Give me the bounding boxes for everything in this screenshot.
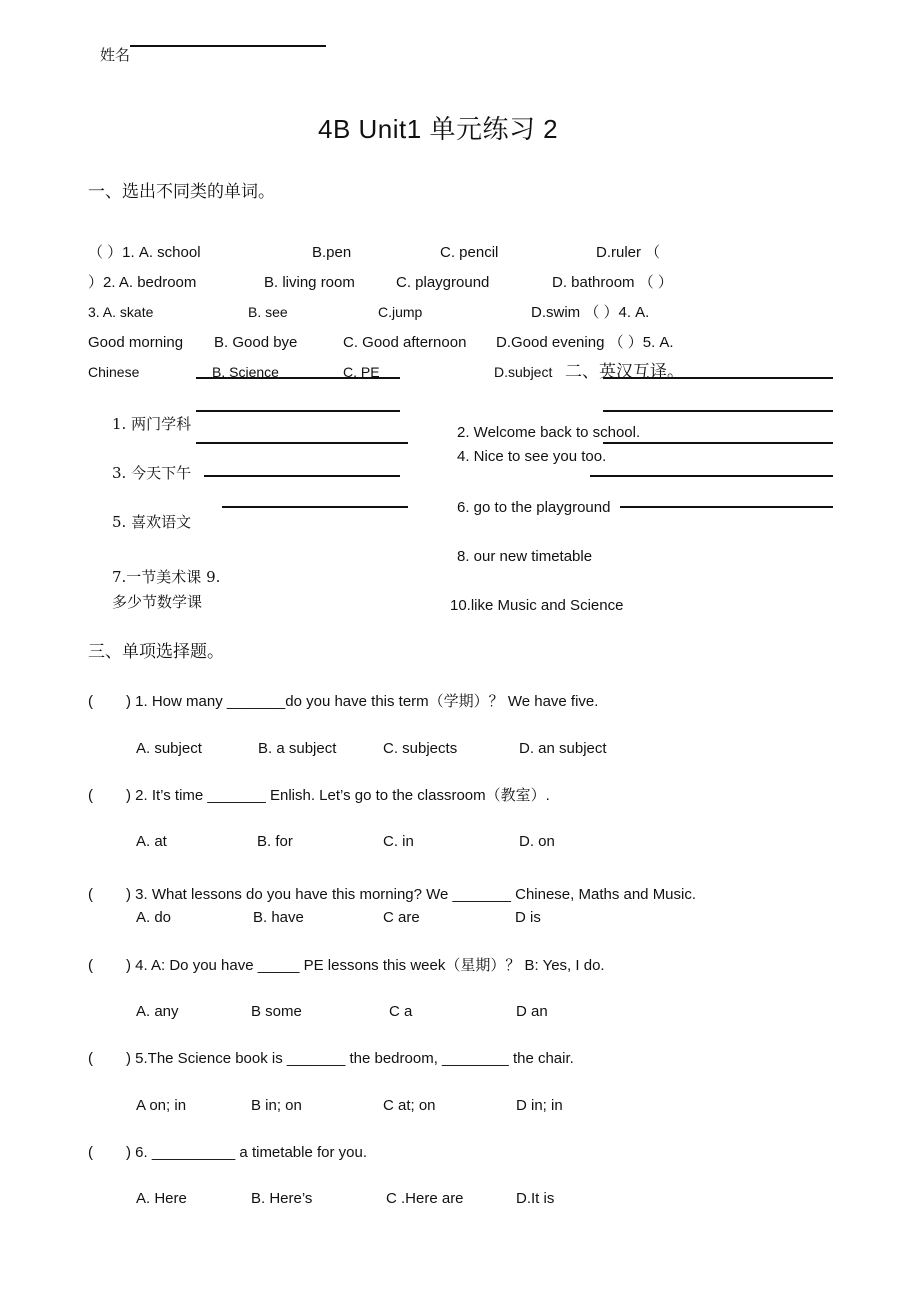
q1-option-a[interactable]: A. subject <box>136 740 202 757</box>
q6-option-a[interactable]: A. Here <box>136 1190 187 1207</box>
s1-l2-d: D. bathroom （ ） <box>552 274 673 291</box>
q2-text: ) 2. It’s time _______ Enlish. Let’s go to the classroom（教室）. <box>126 787 550 804</box>
q5-text: ) 5.The Science book is _______ the bedroom, ________ the chair. <box>126 1050 574 1067</box>
q3-option-d[interactable]: D is <box>515 909 541 926</box>
s1-l3-a: 3. A. skate <box>88 304 154 320</box>
q5-option-a[interactable]: A on; in <box>136 1097 187 1114</box>
answer-blank[interactable] <box>590 475 833 477</box>
answer-blank[interactable] <box>196 410 400 412</box>
q5-option-b[interactable]: B in; on <box>251 1097 302 1114</box>
q1-option-d[interactable]: D. an subject <box>519 740 607 757</box>
page-title: 4B Unit1 单元练习 2 <box>318 114 559 144</box>
s1-l5-d: D.subject <box>494 364 553 380</box>
q4-option-b[interactable]: B some <box>251 1003 302 1020</box>
s2-item-7: 7.一节美术课 9. <box>112 568 221 586</box>
s2-item-9: 多少节数学课 <box>112 593 203 611</box>
s1-l2-a: ）2. A. bedroom <box>88 274 197 291</box>
q2-option-b[interactable]: B. for <box>257 833 293 850</box>
s2-item-8: 8. our new timetable <box>457 548 593 565</box>
s1-l3-d: D.swim （ ）4. A. <box>531 304 650 321</box>
s2-item-10: 10.like Music and Science <box>450 597 624 614</box>
q2-option-c[interactable]: C. in <box>383 833 414 850</box>
answer-blank[interactable] <box>603 442 833 444</box>
q1-option-c[interactable]: C. subjects <box>383 740 458 757</box>
q3-option-c[interactable]: C are <box>383 909 420 926</box>
q4-option-d[interactable]: D an <box>516 1003 548 1020</box>
q6-option-d[interactable]: D.It is <box>516 1190 555 1207</box>
s2-item-6: 6. go to the playground <box>457 499 611 516</box>
q4-option-a[interactable]: A. any <box>136 1003 179 1020</box>
q3-text: ) 3. What lessons do you have this morning? We _______ Chinese, Maths and Music. <box>126 886 697 903</box>
q5-option-c[interactable]: C at; on <box>383 1097 436 1114</box>
q4-option-c[interactable]: C a <box>389 1003 413 1020</box>
q3-option-a[interactable]: A. do <box>136 909 172 926</box>
s1-l1-b: B.pen <box>312 244 352 261</box>
section3-heading: 三、单项选择题。 <box>88 642 224 661</box>
s1-l4-b: B. Good bye <box>214 334 298 351</box>
q5-paren: ( <box>88 1050 93 1067</box>
s1-l3-c: C.jump <box>378 304 423 320</box>
s2-item-1: 1. 两门学科 <box>112 415 192 433</box>
q2-paren: ( <box>88 787 93 804</box>
q3-paren: ( <box>88 886 93 903</box>
answer-blank[interactable] <box>603 410 833 412</box>
section1-heading: 一、选出不同类的单词。 <box>88 182 275 201</box>
q6-paren: ( <box>88 1144 93 1161</box>
s2-item-5: 5. 喜欢语文 <box>112 513 192 531</box>
q3-option-b[interactable]: B. have <box>253 909 304 926</box>
s2-item-2: 2. Welcome back to school. <box>457 424 641 441</box>
q2-option-d[interactable]: D. on <box>519 833 555 850</box>
q4-text: ) 4. A: Do you have _____ PE lessons this week（星期）？ B: Yes, I do. <box>126 957 605 974</box>
s1-l5-c: C. PE <box>343 364 380 380</box>
s1-l4-a: Good morning <box>88 334 184 351</box>
q6-text: ) 6. __________ a timetable for you. <box>126 1144 367 1161</box>
s2-item-4: 4. Nice to see you too. <box>457 448 607 465</box>
answer-blank[interactable] <box>196 442 408 444</box>
s1-l5-a: Chinese <box>88 364 140 380</box>
q1-text: ) 1. How many _______do you have this term（学期）？ We have five. <box>126 693 599 710</box>
answer-blank[interactable] <box>204 475 400 477</box>
s1-l1-a: （ ）1. A. school <box>88 244 201 261</box>
s1-l1-d: D.ruler （ <box>596 244 661 261</box>
answer-blank[interactable] <box>620 506 833 508</box>
answer-blank[interactable] <box>603 377 833 379</box>
q1-paren: ( <box>88 693 93 710</box>
q6-option-c[interactable]: C .Here are <box>386 1190 464 1207</box>
q5-option-d[interactable]: D in; in <box>516 1097 563 1114</box>
name-blank[interactable] <box>130 45 326 47</box>
s1-l4-d: D.Good evening （ ）5. A. <box>496 334 674 351</box>
q1-option-b[interactable]: B. a subject <box>258 740 337 757</box>
answer-blank[interactable] <box>222 506 408 508</box>
s1-l2-b: B. living room <box>264 274 355 291</box>
answer-blank[interactable] <box>196 377 400 379</box>
q2-option-a[interactable]: A. at <box>136 833 167 850</box>
q4-paren: ( <box>88 957 93 974</box>
s2-item-3: 3. 今天下午 <box>112 464 192 482</box>
section2-heading: 二、英汉互译。 <box>565 362 684 381</box>
s1-l2-c: C. playground <box>396 274 490 291</box>
s1-l5-b: B. Science <box>212 364 279 380</box>
s1-l1-c: C. pencil <box>440 244 499 261</box>
s1-l3-b: B. see <box>248 304 288 320</box>
s1-l4-c: C. Good afternoon <box>343 334 467 351</box>
name-label: 姓名 <box>100 46 131 64</box>
q6-option-b[interactable]: B. Here’s <box>251 1190 313 1207</box>
